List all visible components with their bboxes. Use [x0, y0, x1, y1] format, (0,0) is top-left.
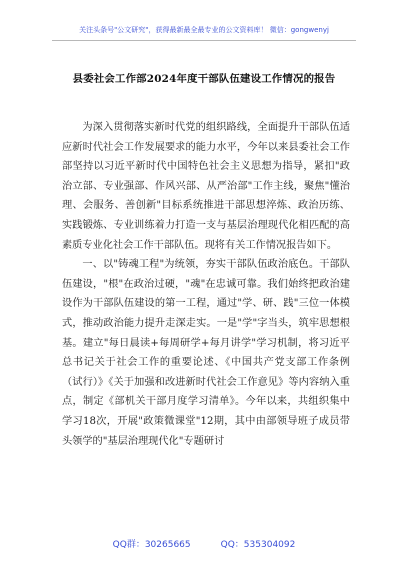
paragraph-intro: 为深入贯彻落实新时代党的组织路线，全面提升干部队伍适应新时代社会工作发展要求的能力水平，今年以来县委社会工作部坚持以习近平新时代中国特色社会主义思想为指导，紧扣"政治立部、专业强部、作风兴部、从严治部"工作主线，聚焦"懂治理、会服务、善创新"目标系统推进干部思想淬炼、政治历练、实践锻炼、专业训练着力打造一支与基层治理现代化相匹配的高素质专业化社会工作干部队伍。现将有关工作情况报告如下。	[62, 122, 350, 251]
qq-number-label: QQ：535304092	[220, 540, 296, 550]
qq-group-label: QQ群：30265665	[112, 540, 191, 550]
header-banner: 关注头条号"公文研究"，获得最新最全最专业的公文资料库！ 微信：gongwenyj	[79, 26, 329, 34]
document-title: 县委社会工作部2024年度干部队伍建设工作情况的报告	[72, 73, 336, 85]
paragraph-section-one: 一、以"铸魂工程"为统领，夯实干部队伍政治底色。干部队伍建设，"根"在政治过硬，"魂"在忠诚可靠。我们始终把政治建设作为干部队伍建设的第一工程，通过"学、研、践"三位一体模式，推动政治能力提升走深走实。一是"学"字当头，筑牢思想根基。建立"每日晨读+每周研学+每月讲学"学习机制，将习近平总书记关于社会工作的重要论述、《中国共产党支部工作条例（试行）》《关于加强和改进新时代社会工作意见》等内容纳入重点，制定《部机关干部月度学习清单》。今年以来，共组织集中学习18次，开展"政策微课堂"12期，其中由部领导班子成员带头领学的"基层治理现代化"专题研讨	[62, 259, 350, 447]
document-body	[62, 118, 350, 451]
footer-contact	[0, 537, 408, 550]
header-divider	[52, 40, 356, 41]
